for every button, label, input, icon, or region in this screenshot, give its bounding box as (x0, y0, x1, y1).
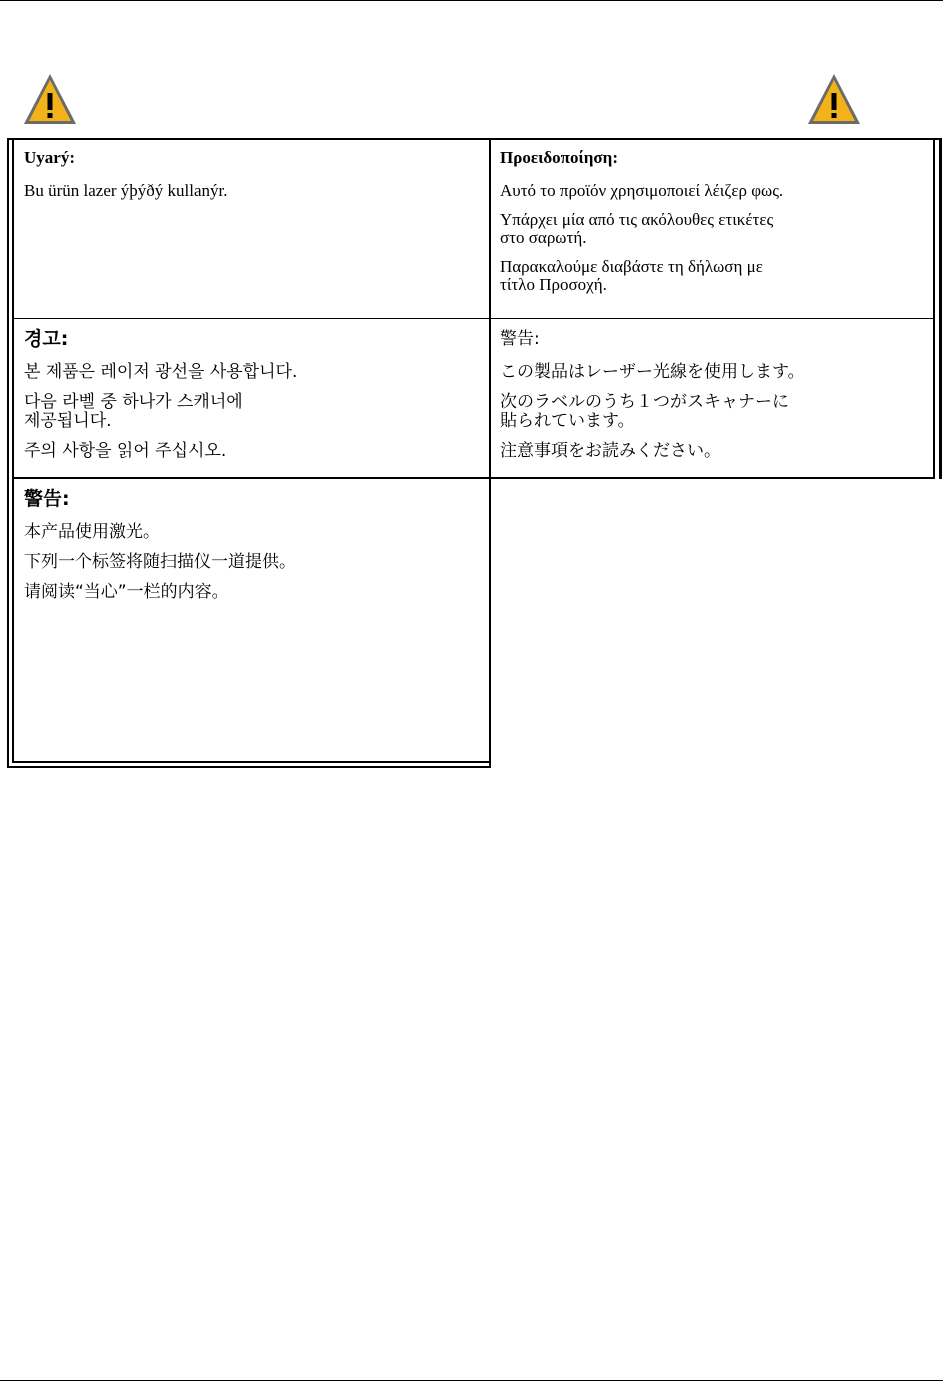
cell-paragraph: 본 제품은 레이저 광선을 사용합니다. (24, 362, 298, 382)
cell-paragraph: 请阅读“当心”一栏的内容。 (24, 582, 229, 602)
cell-heading: Uyarý: (24, 148, 75, 167)
cell-paragraph: 注意事項をお読みください。 (500, 441, 721, 461)
cell-chinese (9, 479, 489, 761)
cell-paragraph: Υπάρχει μία από τις ακόλουθες ετικέτες στο σαρωτή. (500, 210, 774, 247)
cell-heading: 警告: (500, 329, 540, 349)
cell-japanese (485, 319, 933, 477)
cell-paragraph: 다음 라벨 중 하나가 스캐너에 제공됩니다. (24, 392, 243, 431)
cell-heading: 경고: (24, 328, 69, 350)
cell-heading: Προειδοποίηση: (500, 148, 618, 167)
bottom-rule (0, 1380, 943, 1381)
cell-greek (485, 140, 933, 318)
cell-paragraph: この製品はレーザー光線を使用します。 (500, 362, 805, 382)
cell-paragraph: 下列一个标签将随扫描仪一道提供。 (24, 552, 296, 572)
cell-turkish (9, 140, 489, 318)
top-rule (0, 0, 943, 1)
cell-korean (9, 319, 489, 477)
cell-heading: 警告: (24, 488, 70, 510)
warning-triangle-icon (22, 71, 78, 127)
cell-paragraph: 次のラベルのうち１つがスキャナーに 貼られています。 (500, 392, 789, 431)
cell-paragraph: 本产品使用激光。 (24, 522, 160, 542)
cell-paragraph: Bu ürün lazer ýþýðý kullanýr. (24, 181, 228, 200)
cell-paragraph: 주의 사항을 읽어 주십시오. (24, 441, 227, 461)
cell-paragraph: Αυτό το προϊόν χρησιμοποιεί λέιζερ φως. (500, 181, 784, 200)
cell-paragraph: Παρακαλούμε διαβάστε τη δήλωση με τίτλο Προσοχή. (500, 257, 763, 294)
warning-triangle-icon (806, 71, 862, 127)
